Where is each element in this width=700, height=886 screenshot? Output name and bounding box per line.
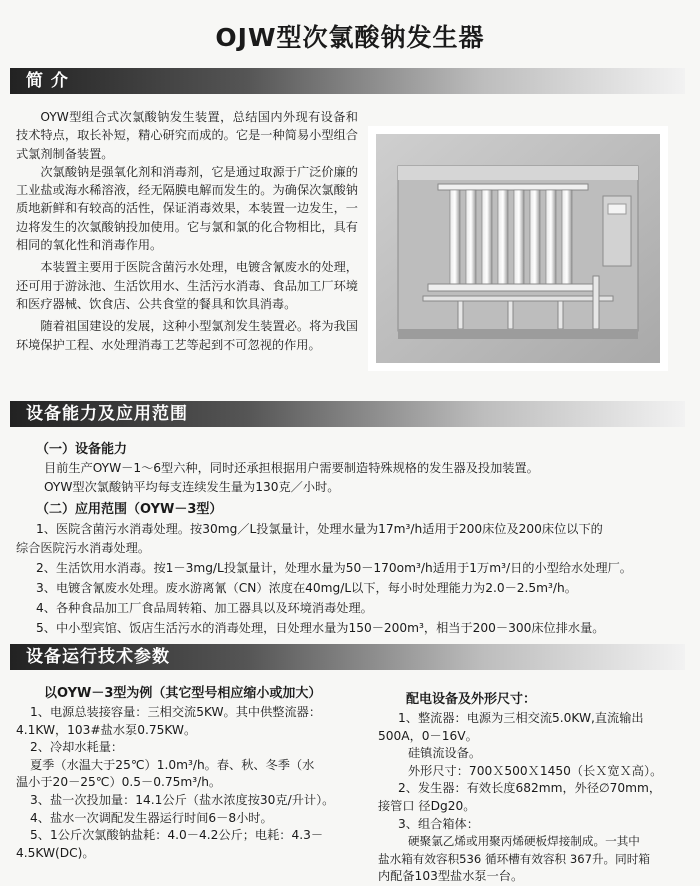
intro-paragraph-3: 本装置主要用于医院含菌污水处理，电镀含氰废水的处理，还可用于游泳池、生活饮用水、生活污水消毒、食品加工厂环境和医疗器械、饮食店、公共食堂的餐具和饮具消毒。: [16, 260, 358, 311]
param-line: 4.1KW，103#盐水泵0.75KW。: [16, 722, 197, 737]
intro-paragraph-4: 随着祖国建设的发展，这种小型氯剂发生装置必。将为我国环境保护工程、水处理消毒工艺等起到不可忽视的作用。: [16, 319, 358, 352]
intro-paragraph-2: 次氯酸钠是强氧化剂和消毒剂，它是通过取源于广泛价廉的工业盐或海水稀溶液，经无隔膜电解而发生的。为确保次氯酸钠质地新鲜和有较高的活性，保证消毒效果，本装置一边发生，一边将发生的次氯酸钠投加使用。它与氯和氯的化合物相比，具有相同的氧化性和消毒作用。: [16, 164, 358, 253]
application-item: 1、医院含菌污水消毒处理。按30mg／L投氯量计，处理水量为17m³/h适用于200床位及200床位以下的: [36, 522, 603, 536]
application-item: 2、生活饮用水消毒。按1－3mg/L投氯量计，处理水量为50－170om³/h适用于1万m³/日的小型给水处理厂。: [36, 561, 632, 575]
section-bar-params: [10, 644, 685, 670]
param-line: 3、盐一次投加量：14.1公斤（盐水浓度按30克/升计）。: [30, 792, 335, 807]
equipment-line: 2、发生器：有效长度682mm，外径∅70mm，: [398, 781, 662, 796]
param-line: 1、电源总装接容量：三相交流5KW。其中供整流器：: [30, 705, 322, 719]
generator-illustration: [368, 126, 668, 371]
equipment-line: 3、组合箱体：: [398, 816, 479, 831]
equipment-line: 外形尺寸：700Ｘ500Ｘ1450（长Ｘ宽Ｘ高）。: [408, 763, 663, 778]
equipment-line: 硅镇流设备。: [408, 746, 482, 761]
application-item: 5、中小型宾馆、饭店生活污水的消毒处理，日处理水量为150－200m³，相当于200－300床位排水量。: [36, 621, 605, 635]
equipment-line: 硬聚氯乙烯或用聚丙烯硬板焊接制成。一其中: [408, 834, 640, 849]
param-line: 温小于20－25℃）0.5－0.75m³/h。: [16, 775, 222, 790]
capability-line-2: OYW型次氯酸钠平均每支连续发生量为130克／小时。: [44, 480, 340, 494]
application-item: 综合医院污水消毒处理。: [16, 541, 151, 555]
section-heading-params: 设备运行技术参数: [26, 647, 170, 667]
equipment-line: 1、整流器：电源为三相交流5.0KW,直流输出: [398, 711, 644, 725]
equipment-line: 接管口 径Dg20。: [378, 798, 476, 813]
params-right-column: [378, 688, 690, 886]
intro-text: [16, 108, 358, 354]
param-line: 4、盐水一次调配发生器运行时间6－8小时。: [30, 810, 273, 825]
param-line: 2、冷却水耗量：: [30, 740, 124, 755]
params-right-title: 配电设备及外形尺寸：: [406, 692, 537, 707]
product-photo: [368, 126, 668, 371]
section-bar-capability: [10, 401, 685, 427]
params-left-title: 以OYW－3型为例（其它型号相应缩小或加大）: [44, 686, 322, 701]
param-line: 5、1公斤次氯酸钠盐耗：4.0－4.2公斤；电耗：4.3－: [30, 828, 324, 843]
param-line: 4.5KW(DC)。: [16, 845, 95, 860]
equipment-line: 500A，0－16V。: [378, 728, 478, 743]
section-heading-intro: 简 介: [26, 71, 69, 91]
capability-line-1: 目前生产OYW－1～6型六种，同时还承担根据用户需要制造特殊规格的发生器及投加装置。: [44, 461, 539, 475]
params-left-column: [16, 682, 356, 862]
capability-sub-heading-1: （一）设备能力: [36, 442, 128, 457]
param-line: 夏季（水温大于25℃）1.0m³/h。春、秋、冬季（水: [30, 757, 315, 772]
page-title: OJW型次氯酸钠发生器: [215, 23, 485, 52]
section-heading-capability: 设备能力及应用范围: [26, 404, 188, 424]
intro-paragraph-1: OYW型组合式次氯酸钠发生装置，总结国内外现有设备和技术特点，取长补短，精心研究而成的。它是一种简易小型组合式氯剂制备装置。: [16, 110, 358, 161]
capability-sub-heading-2: （二）应用范围（OYW－3型）: [36, 502, 223, 517]
application-item: 4、各种食品加工厂食品周转箱、加工器具以及环境消毒处理。: [36, 601, 373, 615]
section-bar-intro: [10, 68, 685, 94]
equipment-line: 内配备103型盐水泵一台。: [378, 869, 524, 884]
equipment-line: 盐水箱有效容积536 循环槽有效容积 367升。同时箱: [378, 851, 650, 866]
application-item: 3、电镀含氰废水处理。废水游离氰（CN）浓度在40mg/L以下，每小时处理能力为2.0－2.5m³/h。: [36, 581, 577, 595]
